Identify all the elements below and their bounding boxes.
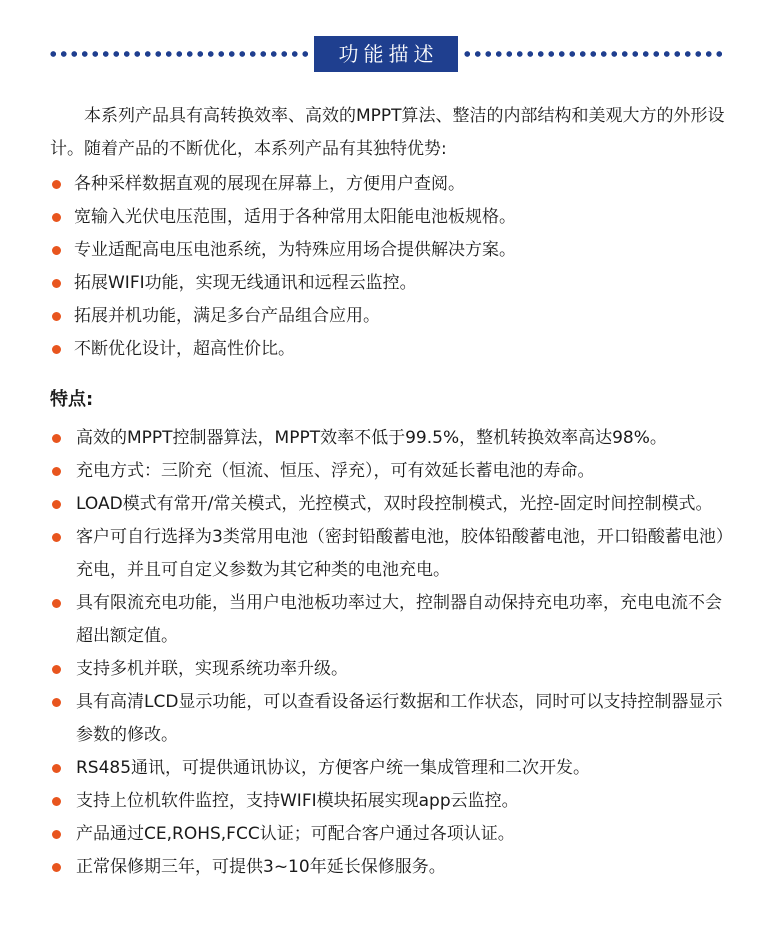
bullet-dot-icon <box>52 312 61 321</box>
list-item <box>50 201 730 234</box>
list-item-text: 高效的MPPT控制器算法，MPPT效率不低于99.5%，整机转换效率高达98%。 <box>76 428 667 448</box>
bullet-dot-icon <box>52 533 61 542</box>
list-item-text: 支持上位机软件监控，支持WIFI模块拓展实现app云监控。 <box>76 791 519 811</box>
list-item <box>50 521 730 587</box>
list-item-text: 拓展并机功能，满足多台产品组合应用。 <box>74 306 380 326</box>
list-item-text: 充电方式：三阶充（恒流、恒压、浮充），可有效延长蓄电池的寿命。 <box>76 461 595 481</box>
bullet-dot-icon <box>52 279 61 288</box>
dotted-divider-right <box>462 51 724 57</box>
list-item <box>50 422 730 455</box>
list-item-text: RS485通讯，可提供通讯协议，方便客户统一集成管理和二次开发。 <box>76 758 591 778</box>
features-list <box>50 422 730 884</box>
list-item-text: 客户可自行选择为3类常用电池（密封铅酸蓄电池，胶体铅酸蓄电池，开口铅酸蓄电池）充电，并且可自定义参数为其它种类的电池充电。 <box>76 527 725 580</box>
bullet-dot-icon <box>52 665 61 674</box>
list-item <box>50 587 730 653</box>
list-item-text: 专业适配高电压电池系统，为特殊应用场合提供解决方案。 <box>74 240 516 260</box>
list-item <box>50 686 730 752</box>
list-item-text: 具有限流充电功能，当用户电池板功率过大，控制器自动保持充电功率，充电电流不会超出额定值。 <box>76 593 722 646</box>
list-item-text: 产品通过CE,ROHS,FCC认证；可配合客户通过各项认证。 <box>76 824 515 844</box>
bullet-dot-icon <box>52 830 61 839</box>
list-item <box>50 455 730 488</box>
list-item-text: 拓展WIFI功能，实现无线通讯和远程云监控。 <box>74 273 417 293</box>
list-item <box>50 851 730 884</box>
bullet-dot-icon <box>52 246 61 255</box>
list-item-text: 各种采样数据直观的展现在屏幕上，方便用户查阅。 <box>74 174 465 194</box>
bullet-dot-icon <box>52 863 61 872</box>
features-heading: 特点: <box>50 389 94 410</box>
list-item-text: 不断优化设计，超高性价比。 <box>74 339 295 359</box>
list-item <box>50 333 730 366</box>
bullet-dot-icon <box>52 500 61 509</box>
list-item-text: 宽输入光伏电压范围，适用于各种常用太阳能电池板规格。 <box>74 207 516 227</box>
bullet-dot-icon <box>52 180 61 189</box>
intro-paragraph: 本系列产品具有高转换效率、高效的MPPT算法、整洁的内部结构和美观大方的外形设计。随着产品的不断优化，本系列产品有其独特优势: <box>50 106 725 159</box>
list-item-text: LOAD模式有常开/常关模式，光控模式，双时段控制模式，光控-固定时间控制模式。 <box>76 494 713 514</box>
bullet-dot-icon <box>52 345 61 354</box>
list-item-text: 正常保修期三年，可提供3~10年延长保修服务。 <box>76 857 446 877</box>
list-item <box>50 168 730 201</box>
list-item <box>50 300 730 333</box>
advantages-list <box>50 168 730 366</box>
dotted-divider-left <box>48 51 310 57</box>
list-item <box>50 267 730 300</box>
section-title-badge: 功能描述 <box>314 36 458 72</box>
section-header <box>0 36 760 72</box>
bullet-dot-icon <box>52 467 61 476</box>
list-item <box>50 752 730 785</box>
list-item-text: 支持多机并联，实现系统功率升级。 <box>76 659 348 679</box>
bullet-dot-icon <box>52 797 61 806</box>
list-item <box>50 785 730 818</box>
list-item <box>50 653 730 686</box>
bullet-dot-icon <box>52 764 61 773</box>
bullet-dot-icon <box>52 698 61 707</box>
list-item <box>50 818 730 851</box>
bullet-dot-icon <box>52 213 61 222</box>
bullet-dot-icon <box>52 434 61 443</box>
bullet-dot-icon <box>52 599 61 608</box>
list-item <box>50 234 730 267</box>
list-item <box>50 488 730 521</box>
list-item-text: 具有高清LCD显示功能，可以查看设备运行数据和工作状态，同时可以支持控制器显示参数的修改。 <box>76 692 723 745</box>
